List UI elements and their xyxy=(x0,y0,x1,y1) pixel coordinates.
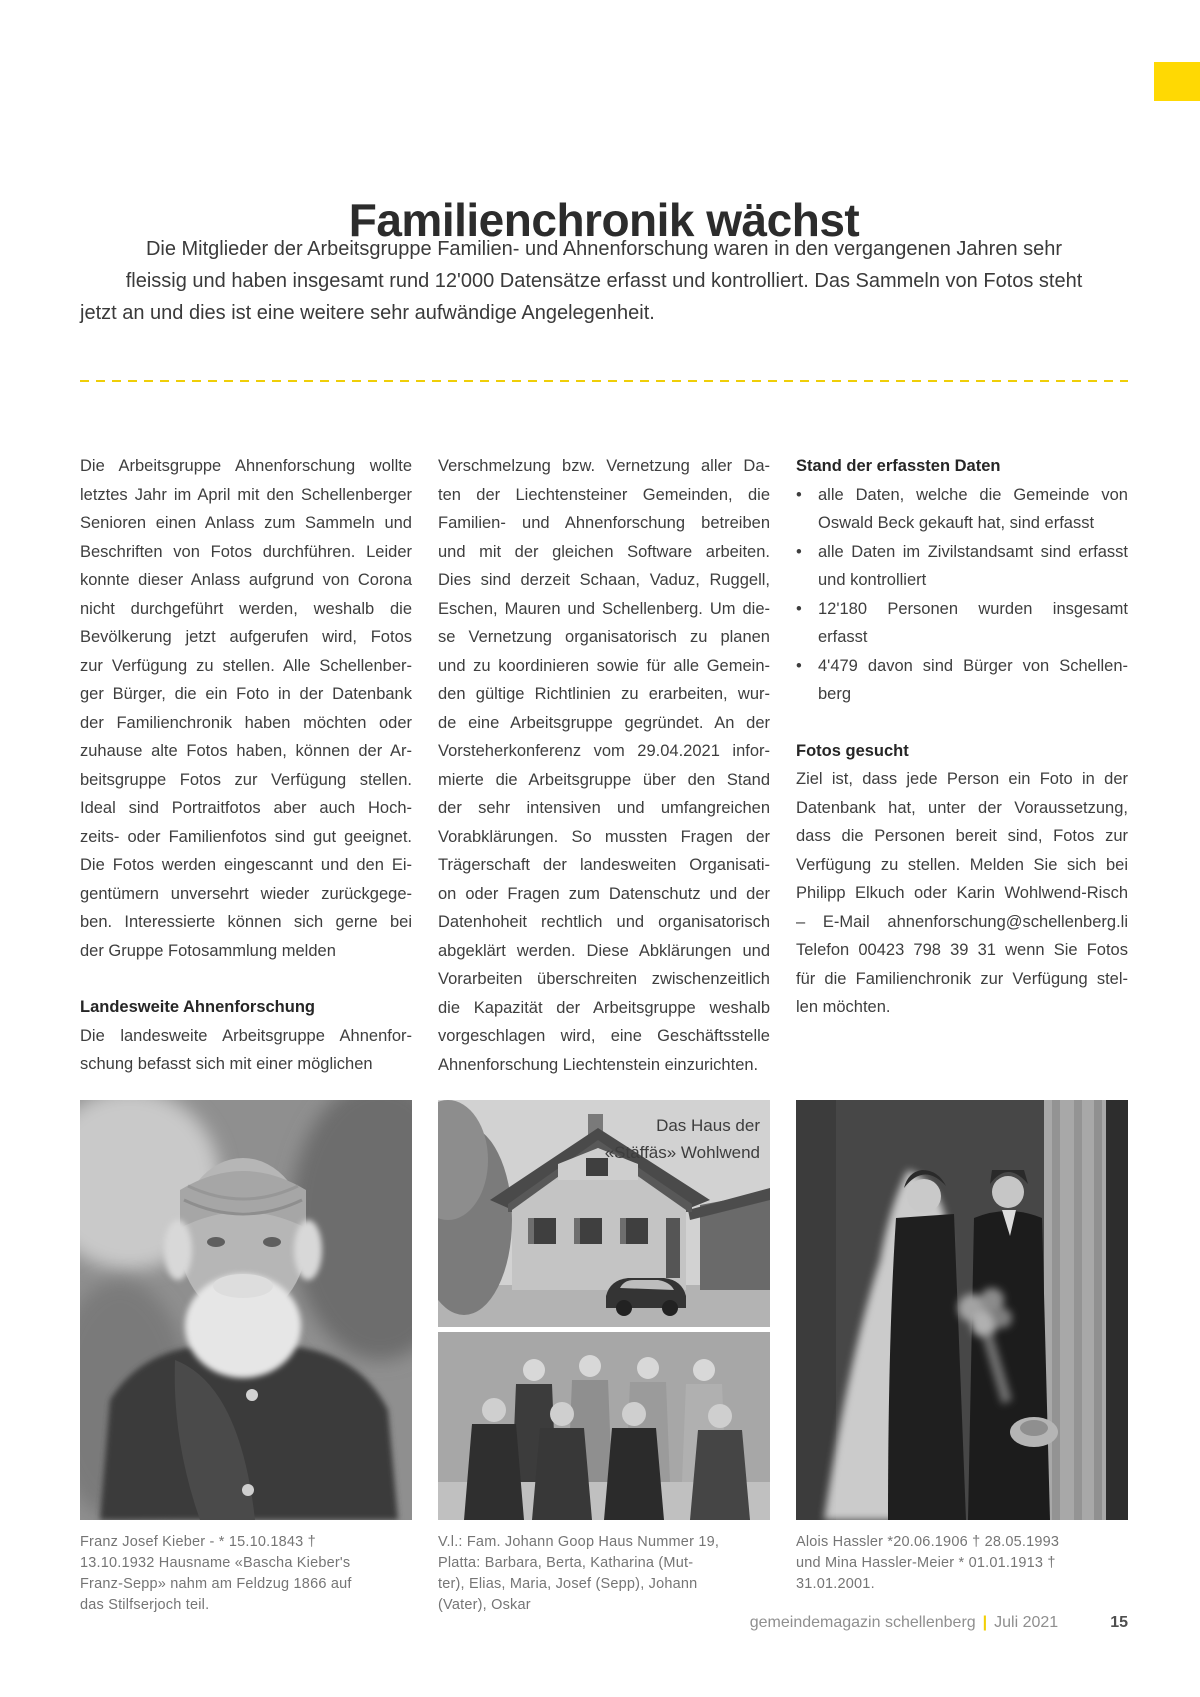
text-line: zur Verfügung zu stellen. Alle Schellenber- xyxy=(80,656,412,675)
bullet-dot: • xyxy=(796,656,802,675)
text-line: Alois Hassler *20.06.1906 † 28.05.1993 xyxy=(796,1534,1060,1550)
text-line: vorgeschlagen wird, eine Geschäftsstelle xyxy=(438,1027,770,1045)
yellow-corner-marker xyxy=(1154,62,1200,101)
column-1 xyxy=(80,452,412,1079)
text-line: konnte dieser Anlass aufgrund von Corona xyxy=(80,571,412,589)
text-line: Franz-Sepp» nahm am Feldzug 1866 auf xyxy=(80,1576,352,1592)
bullet-dot: • xyxy=(796,599,802,618)
text-line: Vorabklärungen. So mussten Fragen der xyxy=(438,827,770,846)
bullet-text xyxy=(818,652,1128,709)
text-line: zeits- oder Familienfotos sind gut geeignet. xyxy=(80,827,412,846)
footer-page-number: 15 xyxy=(1110,1614,1128,1631)
footer-magazine-name: gemeindemagazin schellenberg xyxy=(749,1614,976,1631)
text-line: jetzt an und dies ist eine weitere sehr aufwändige Angelegenheit. xyxy=(80,302,655,324)
bullet-item xyxy=(796,652,1128,709)
bullet-dot: • xyxy=(796,485,802,504)
text-line: Dies sind derzeit Schaan, Vaduz, Ruggell, xyxy=(438,571,770,589)
text-line: 12'180 Personen wurden insgesamt xyxy=(818,599,1128,618)
column2-paragraph xyxy=(438,452,770,1079)
text-line: Die Mitglieder der Arbeitsgruppe Familien- und Ahnenforschung waren in den vergangenen Jahren sehr xyxy=(145,238,1063,260)
bullet-dot: • xyxy=(796,542,802,561)
text-line: das Stilfserjoch teil. xyxy=(80,1597,210,1613)
text-line: beitsgruppe Fotos zur Verfügung stellen. xyxy=(80,770,412,789)
caption-row xyxy=(80,1532,1128,1616)
text-line: V.l.: Fam. Johann Goop Haus Nummer 19, xyxy=(438,1534,720,1550)
photo-row xyxy=(80,1100,1128,1520)
text-line: nicht durchgeführt werden, weshalb die xyxy=(80,599,412,618)
text-line: Trägerschaft der landesweiten Organisati- xyxy=(438,856,770,874)
text-line: de eine Arbeitsgruppe gegründet. An der xyxy=(438,713,770,732)
text-line: gentümern unversehrt wieder zurückgege- xyxy=(80,884,412,903)
text-line: Die Arbeitsgruppe Ahnenforschung wollte xyxy=(80,457,412,475)
text-line: Bevölkerung jetzt aufgerufen wird, Fotos xyxy=(80,628,412,646)
text-line: alle Daten im Zivilstandsamt sind erfasst xyxy=(818,542,1128,561)
old-man-portrait-image xyxy=(80,1100,412,1520)
text-line: Ideal sind Portraitfotos aber auch Hoch- xyxy=(80,799,412,817)
text-line: Datenbank hat, unter der Voraussetzung, xyxy=(796,798,1128,817)
text-line: Oswald Beck gekauft hat, sind erfasst xyxy=(818,514,1095,532)
text-line: Datenhoheit rechtlich und organisatorisch xyxy=(438,913,770,931)
bullet-item xyxy=(796,538,1128,595)
text-line: Franz Josef Kieber - * 15.10.1843 † xyxy=(80,1534,316,1550)
column-3 xyxy=(796,452,1128,1079)
bullet-item xyxy=(796,481,1128,538)
text-line: Die landesweite Arbeitsgruppe Ahnenfor- xyxy=(80,1026,412,1045)
text-line: «Stäffäs» Wohlwend xyxy=(604,1143,760,1162)
text-line: dass die Personen bereit sind, Fotos zur xyxy=(796,827,1128,845)
column1-paragraph xyxy=(80,452,412,965)
text-line: ben. Interessierte können sich gerne bei xyxy=(80,913,412,931)
page-footer xyxy=(80,1614,1128,1632)
photo-column-middle xyxy=(438,1100,770,1520)
bullet-text xyxy=(818,595,1128,652)
text-line: se Vernetzung organisatorisch zu planen xyxy=(438,628,770,646)
text-line: Philipp Elkuch oder Karin Wohlwend-Risch xyxy=(796,884,1128,902)
text-line: – E-Mail ahnenforschung@schellenberg.li xyxy=(796,912,1128,931)
photo-franz-josef-kieber xyxy=(80,1100,412,1520)
wedding-couple-image xyxy=(796,1100,1128,1520)
text-line: 13.10.1932 Hausname «Bascha Kieber's xyxy=(80,1555,351,1571)
text-line: und mit der gleichen Software arbeiten. xyxy=(438,542,770,561)
text-line: der Familienchronik haben möchten oder xyxy=(80,713,412,732)
photo-hassler-wedding xyxy=(796,1100,1128,1520)
text-line: Beschriften von Fotos durchführen. Leider xyxy=(80,542,412,561)
text-line: für die Familienchronik zur Verfügung stel- xyxy=(796,969,1128,988)
family-group-image xyxy=(438,1332,770,1520)
text-line: abgeklärt werden. Diese Abklärungen und xyxy=(438,941,770,960)
photo-goop-family xyxy=(438,1332,770,1520)
text-line: mierte die Arbeitsgruppe über den Stand xyxy=(438,770,770,789)
text-line: Ziel ist, dass jede Person ein Foto in der xyxy=(796,770,1128,788)
text-line: Senioren einen Anlass zum Sammeln und xyxy=(80,514,412,532)
text-line: 31.01.2001. xyxy=(796,1576,875,1592)
text-line: Platta: Barbara, Berta, Katharina (Mut- xyxy=(438,1555,694,1571)
text-line: der sehr intensiven und umfangreichen xyxy=(438,799,770,817)
text-line: ter), Elias, Maria, Josef (Sepp), Johann xyxy=(438,1576,698,1592)
house-photo-overlay-text xyxy=(605,1112,760,1166)
text-line: berg xyxy=(818,685,852,703)
text-line: erfasst xyxy=(818,628,868,646)
text-line: Vorsteherkonferenz vom 29.04.2021 infor- xyxy=(438,742,770,760)
text-line: Ahnenforschung Liechtenstein einzurichten. xyxy=(438,1055,759,1074)
bullet-text xyxy=(818,538,1128,595)
text-line: der Gruppe Fotosammlung melden xyxy=(80,941,336,960)
text-line: den gültige Richtlinien zu erarbeiten, wur- xyxy=(438,685,770,703)
text-line: Das Haus der xyxy=(656,1116,760,1135)
heading-stand-der-erfassten-daten: Stand der erfassten Daten xyxy=(796,457,1001,475)
text-line: ten der Liechtensteiner Gemeinden, die xyxy=(438,485,770,504)
intro-paragraph xyxy=(80,233,1128,329)
caption-goop-family xyxy=(438,1532,770,1616)
text-line: len möchten. xyxy=(796,998,891,1016)
footer-separator: | xyxy=(982,1614,988,1631)
page-title: Familienchronik wächst xyxy=(348,193,860,246)
dashed-divider xyxy=(80,380,1128,382)
column3-paragraph xyxy=(796,765,1128,1022)
text-line: zuhause alte Fotos haben, können der Ar- xyxy=(80,742,412,760)
article-columns xyxy=(80,452,1128,1079)
caption-hassler-wedding xyxy=(796,1532,1128,1616)
data-status-bullet-list xyxy=(796,481,1128,709)
text-line: fleissig und haben insgesamt rund 12'000 Datensätze erfasst und kontrolliert. Das Sammeln von Fotos steht xyxy=(125,270,1083,292)
bullet-item xyxy=(796,595,1128,652)
text-line: 4'479 davon sind Bürger von Schellen- xyxy=(818,656,1128,675)
footer-date: Juli 2021 xyxy=(994,1614,1059,1631)
heading-landesweite-ahnenforschung: Landesweite Ahnenforschung xyxy=(80,998,315,1016)
text-line: Verschmelzung bzw. Vernetzung aller Da- xyxy=(438,457,770,475)
text-line: Eschen, Mauren und Schellenberg. Um die- xyxy=(438,599,770,618)
text-line: Telefon 00423 798 39 31 wenn Sie Fotos xyxy=(796,941,1128,959)
text-line: on oder Fragen zum Datenschutz und der xyxy=(438,884,770,903)
heading-fotos-gesucht: Fotos gesucht xyxy=(796,741,909,760)
bullet-text xyxy=(818,481,1128,538)
column1-paragraph-2 xyxy=(80,1022,412,1079)
text-line: alle Daten, welche die Gemeinde von xyxy=(818,485,1128,504)
text-line: Die Fotos werden eingescannt und den Ei- xyxy=(80,856,412,874)
text-line: die Kapazität der Arbeitsgruppe weshalb xyxy=(438,998,770,1017)
text-line: Familien- und Ahnenforschung betreiben xyxy=(438,514,770,532)
photo-wohlwend-house xyxy=(438,1100,770,1327)
text-line: Vorarbeiten überschreiten zwischenzeitlich xyxy=(438,970,770,988)
text-line: schung befasst sich mit einer möglichen xyxy=(80,1055,373,1073)
text-line: (Vater), Oskar xyxy=(438,1597,531,1613)
text-line: letztes Jahr im April mit den Schellenberger xyxy=(80,485,412,504)
caption-franz-josef-kieber xyxy=(80,1532,412,1616)
text-line: und zu koordinieren sowie für alle Gemein- xyxy=(438,656,770,675)
text-line: Verfügung zu stellen. Melden Sie sich bei xyxy=(796,855,1128,874)
text-line: und Mina Hassler-Meier * 01.01.1913 † xyxy=(796,1555,1056,1571)
column-2 xyxy=(438,452,770,1079)
text-line: und kontrolliert xyxy=(818,571,927,589)
text-line: ger Bürger, die ein Foto in der Datenbank xyxy=(80,685,412,703)
